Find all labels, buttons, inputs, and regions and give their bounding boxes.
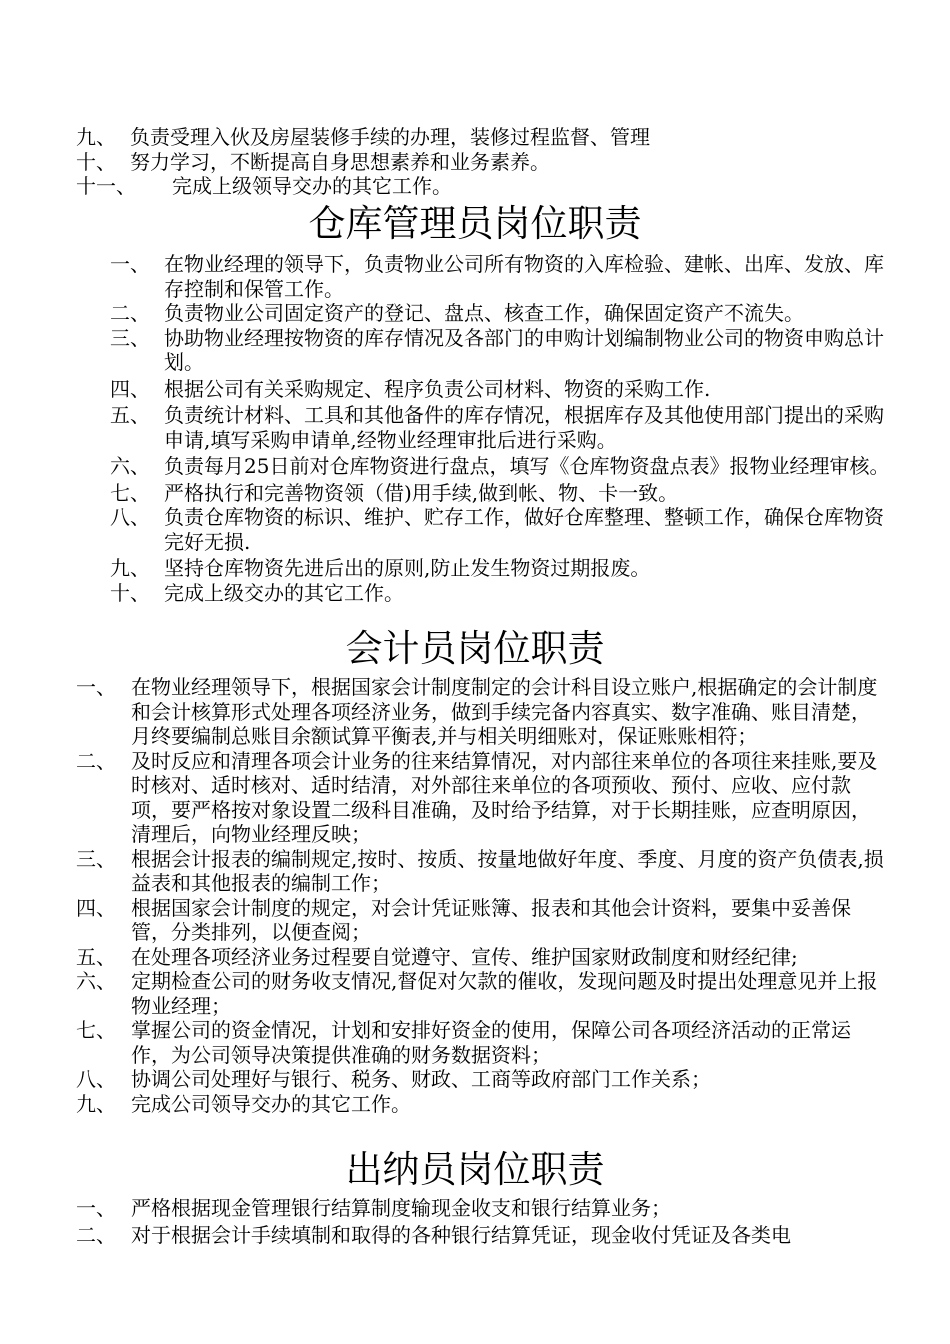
item-text: 在物业经理领导下，根据国家会计制度制定的会计科目设立账户,根据确定的会计制度和会计核算形式处理各项经济业务，做到手续完备内容真实、数字准确、账目清楚，月终要编制总账目余额试算平衡表,并与相关明细账对，保证账账相符； — [131, 675, 878, 748]
item-number: 十、 — [76, 149, 116, 174]
item-number: 九、 — [76, 125, 116, 149]
list-item — [0, 749, 950, 847]
item-text: 掌握公司的资金情况，计划和安排好资金的使用，保障公司各项经济活动的正常运作，为公司领导决策提供准确的财务数据资料； — [131, 1018, 851, 1067]
list-item — [0, 556, 950, 581]
list-item — [0, 174, 950, 199]
list-item — [0, 945, 950, 970]
cashier-duties-list — [0, 1196, 950, 1247]
item-text: 协助物业经理按物资的库存情况及各部门的申购计划编制物业公司的物资申购总计划。 — [164, 325, 884, 374]
item-text: 完成上级领导交办的其它工作。 — [172, 174, 452, 198]
item-number: 四、 — [76, 895, 116, 920]
item-text: 根据会计报表的编制规定,按时、按质、按量地做好年度、季度、月度的资产负债表,损益表和其他报表的编制工作； — [131, 846, 884, 895]
item-number: 二、 — [76, 748, 116, 773]
list-item — [0, 581, 950, 606]
item-number: 十、 — [110, 580, 150, 605]
list-item — [0, 301, 950, 326]
item-text: 在物业经理的领导下，负责物业公司所有物资的入库检验、建帐、出库、发放、库存控制和保管工作。 — [164, 252, 884, 301]
item-number: 十一、 — [76, 174, 136, 198]
item-number: 一、 — [76, 1196, 116, 1220]
list-item — [0, 125, 950, 150]
item-text: 负责物业公司固定资产的登记、盘点、核查工作，确保固定资产不流失。 — [164, 301, 804, 325]
list-item — [0, 454, 950, 479]
list-item — [0, 505, 950, 554]
item-number: 八、 — [110, 505, 150, 529]
item-text: 负责仓库物资的标识、维护、贮存工作，做好仓库整理、整顿工作，确保仓库物资完好无损. — [164, 505, 884, 554]
item-text: 严格根据现金管理银行结算制度输现金收支和银行结算业务； — [131, 1196, 671, 1220]
item-number: 八、 — [76, 1067, 116, 1091]
accountant-duties-list — [0, 675, 950, 1116]
item-text: 根据国家会计制度的规定，对会计凭证账簿、报表和其他会计资料，要集中妥善保管，分类排列，以便查阅； — [131, 895, 851, 944]
list-item — [0, 403, 950, 452]
item-number: 七、 — [110, 480, 150, 505]
item-text: 定期检查公司的财务收支情况,督促对欠款的催收，发现问题及时提出处理意见并上报物业经理； — [131, 969, 878, 1018]
list-item — [0, 969, 950, 1018]
list-item — [0, 1223, 950, 1248]
item-text: 严格执行和完善物资领（借)用手续,做到帐、物、卡一致。 — [164, 480, 679, 505]
item-number: 六、 — [110, 454, 150, 478]
item-number: 一、 — [76, 675, 116, 699]
item-text: 负责受理入伙及房屋装修手续的办理，装修过程监督、管理 — [130, 125, 650, 149]
item-number: 三、 — [110, 325, 150, 350]
list-item — [0, 1196, 950, 1221]
item-number: 一、 — [110, 252, 150, 276]
item-number: 六、 — [76, 969, 116, 993]
list-item — [0, 150, 950, 175]
item-text: 努力学习，不断提高自身思想素养和业务素养。 — [130, 149, 550, 174]
item-text: 对于根据会计手续填制和取得的各种银行结算凭证，现金收付凭证及各类电 — [131, 1222, 791, 1247]
list-item — [0, 377, 950, 402]
item-number: 九、 — [110, 556, 150, 580]
list-item — [0, 481, 950, 506]
item-number: 四、 — [110, 376, 150, 401]
item-number: 五、 — [110, 403, 150, 427]
item-number: 二、 — [110, 301, 150, 325]
intro-list — [0, 125, 950, 199]
list-item — [0, 896, 950, 945]
list-item — [0, 326, 950, 375]
item-text: 及时反应和清理各项会计业务的往来结算情况，对内部往来单位的各项往来挂账,要及时核对、适时核对、适时结清，对外部往来单位的各项预收、预付、应收、应付款项，要严格按对象设置二级科目准确，及时给予结算，对于长期挂账，应查明原因，清理后，向物业经理反映； — [131, 748, 878, 846]
warehouse-title: 仓库管理员岗位职责 — [308, 202, 642, 245]
item-text: 完成上级交办的其它工作。 — [164, 580, 404, 605]
item-text: 坚持仓库物资先进后出的原则,防止发生物资过期报废。 — [164, 556, 651, 580]
item-text: 在处理各项经济业务过程要自觉遵守、宣传、维护国家财政制度和财经纪律; — [131, 944, 798, 969]
warehouse-duties-list — [0, 252, 950, 605]
list-item — [0, 1018, 950, 1067]
list-item — [0, 847, 950, 896]
list-item — [0, 1092, 950, 1117]
item-text: 负责统计材料、工具和其他备件的库存情况，根据库存及其他使用部门提出的采购申请,填写采购申请单,经物业经理审批后进行采购。 — [164, 403, 884, 452]
item-text: 根据公司有关采购规定、程序负责公司材料、物资的采购工作. — [164, 376, 711, 401]
item-number: 七、 — [76, 1018, 116, 1042]
item-text: 完成公司领导交办的其它工作。 — [131, 1091, 411, 1116]
list-item — [0, 252, 950, 301]
item-number: 二、 — [76, 1222, 116, 1247]
item-number: 九、 — [76, 1091, 116, 1116]
item-number: 三、 — [76, 846, 116, 871]
item-text: 负责每月25日前对仓库物资进行盘点，填写《仓库物资盘点表》报物业经理审核。 — [164, 454, 890, 478]
item-number: 五、 — [76, 944, 116, 969]
item-text: 协调公司处理好与银行、税务、财政、工商等政府部门工作关系； — [131, 1067, 711, 1091]
list-item — [0, 675, 950, 749]
cashier-title: 出纳员岗位职责 — [345, 1148, 605, 1191]
accountant-title: 会计员岗位职责 — [345, 627, 605, 670]
list-item — [0, 1067, 950, 1092]
